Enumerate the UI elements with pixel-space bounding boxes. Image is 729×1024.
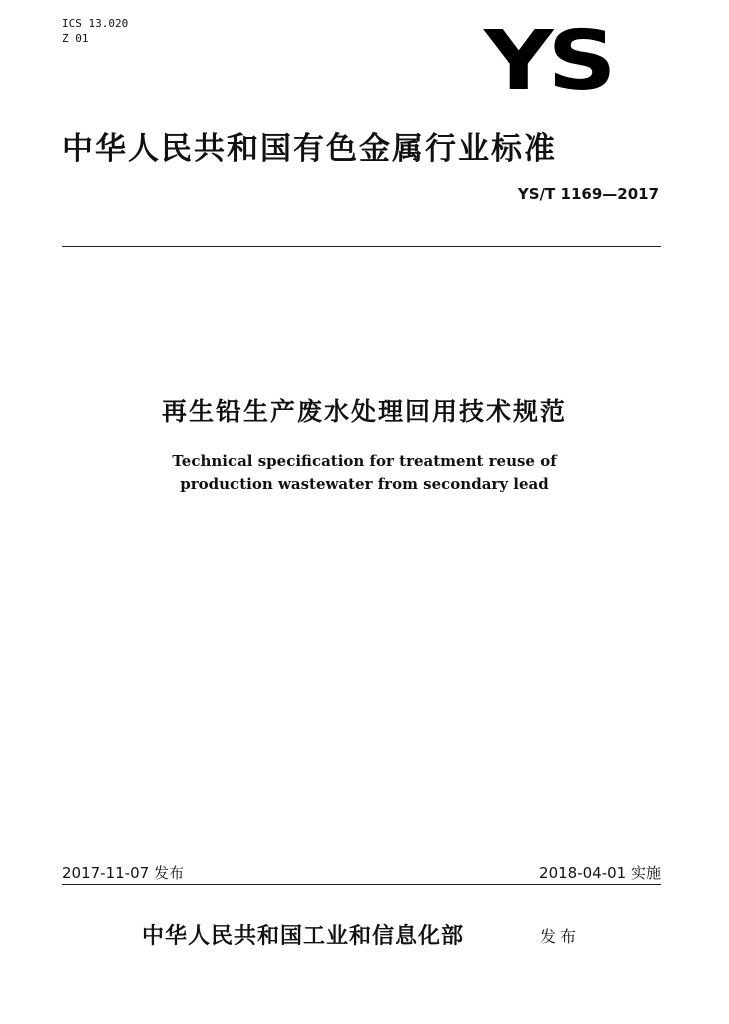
title-en-line-2: production wastewater from secondary lead [180,475,549,493]
title-en-line-1: Technical specification for treatment reuse of [172,452,557,470]
publish-date: 2017-11-07 发布 [62,864,184,882]
publish-label: 发布 [540,927,581,946]
document-title-cn: 再生铅生产废水处理回用技术规范 [161,397,567,426]
standard-category-title: 中华人民共和国有色金属行业标准 [62,131,557,167]
classification-codes [62,16,128,46]
implement-date: 2018-04-01 实施 [539,864,661,882]
document-title-en [0,450,729,496]
publisher-name: 中华人民共和国工业和信息化部 [142,924,465,949]
class-code: Z 01 [62,32,89,45]
bottom-divider [62,884,661,885]
ys-logo: YS [484,13,611,109]
standard-number: YS/T 1169—2017 [517,185,659,203]
top-divider [62,246,661,247]
ics-code: ICS 13.020 [62,17,129,30]
